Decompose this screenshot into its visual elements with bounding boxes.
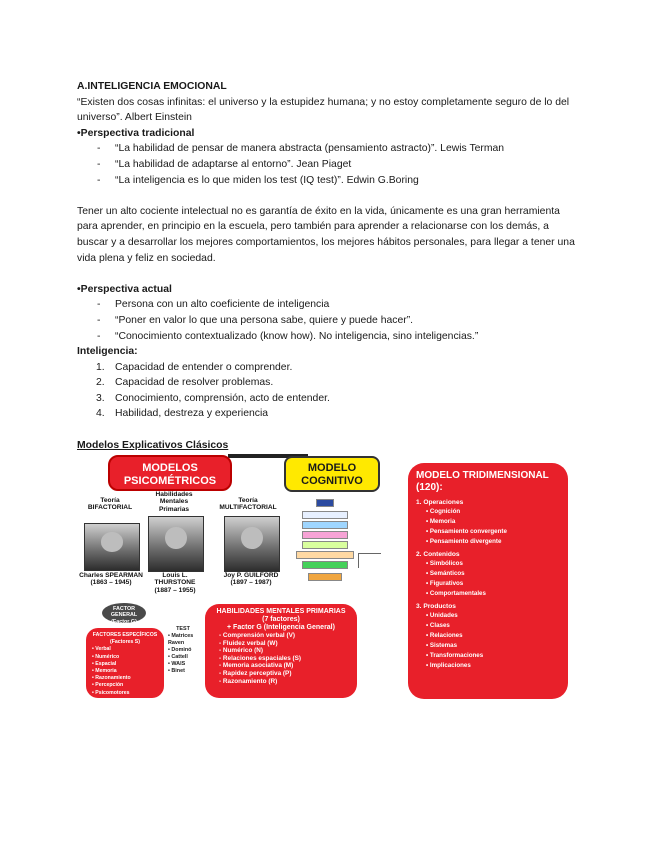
theory-person: Joy P. GUILFORD (1897 – 1987)	[223, 572, 279, 587]
flow-bracket	[358, 553, 381, 568]
einstein-quote: “Existen dos cosas infinitas: el universo y la estupidez humana; y no estoy completamente seguro de lo del universo”. Albert Einstein	[77, 96, 570, 124]
habilidad-item: - Comprensión verbal (V)	[219, 632, 295, 639]
habilidad-item: - Rapidez perceptiva (P)	[219, 669, 292, 677]
traditional-heading: •Perspectiva tradicional	[77, 127, 195, 139]
tri-item: • Pensamiento convergente	[426, 528, 507, 535]
tri-item: • Semánticos	[426, 570, 465, 577]
habilidad-item: - Memoria asociativa (M)	[219, 662, 294, 670]
current-list	[77, 297, 582, 344]
spearman-photo	[84, 523, 140, 571]
document-body	[77, 79, 582, 453]
traditional-list	[77, 141, 582, 188]
test-list: TEST • Matrices Raven • Dominó • Cattell • WAIS • Binet	[168, 626, 198, 675]
list-item: - “La habilidad de pensar de manera abstracta (pensamiento astracto)”. Lewis Terman	[77, 141, 582, 157]
tri-item: • Pensamiento divergente	[426, 538, 502, 545]
tri-item: • Unidades	[426, 612, 458, 619]
guilford-photo	[224, 516, 280, 572]
tri-item: • Cognición	[426, 508, 461, 515]
theory-label: Teoría MULTIFACTORIAL	[219, 497, 277, 512]
test-item: • Binet	[168, 668, 185, 674]
section-title: A.INTELIGENCIA EMOCIONAL	[77, 81, 227, 92]
factor-item: • Memoria	[92, 668, 117, 675]
theory-person: Charles SPEARMAN (1863 – 1945)	[79, 572, 143, 587]
list-item: 4. Habilidad, destreza y experiencia	[96, 408, 269, 420]
factor-item: • Espacial	[92, 660, 117, 667]
iq-paragraph: Tener un alto cociente intelectual no es garantía de éxito en la vida, únicamente es una gran herramienta para aprender, en principio en la escuela, pero también para aprender a relacionarse con los demás, a buscar y a desarrollar los mejores comportamientos, los mejores hábitos personales, para llegar a tener una vida plena y feliz en sociedad.	[77, 205, 575, 264]
list-item: 2. Capacidad de resolver problemas.	[96, 377, 274, 389]
list-item: 3. Conocimiento, comprensión, acto de entender.	[96, 392, 330, 404]
list-item: - “La habilidad de adaptarse al entorno”. Jean Piaget	[77, 157, 582, 173]
tri-item: • Sistemas	[426, 642, 458, 649]
current-heading: •Perspectiva actual	[77, 283, 172, 295]
habilidad-item: - Numérico (N)	[219, 647, 264, 655]
tri-item: • Simbólicos	[426, 560, 463, 567]
habilidad-item: - Razonamiento (R)	[219, 677, 278, 685]
theory-label: Teoría BIFACTORIAL	[87, 497, 133, 512]
test-item: • Matrices Raven	[168, 633, 194, 646]
tridimensional-box: MODELO TRIDIMENSIONAL (120): 1. Operaciones • Cognición • Memoria • Pensamiento convergente • Pensamiento divergente 2. Contenidos • Simbólicos • Semánticos • Figurativos • Comportamentales 3. Productos • Unidades • Clases • Relaciones • Sistemas • Transformaciones • Implicaciones	[408, 463, 568, 699]
factor-item: • Numérico	[92, 653, 120, 660]
factor-item: • Razonamiento	[92, 675, 131, 682]
models-infographic	[78, 451, 578, 701]
test-item: • Cattell	[168, 654, 188, 660]
list-item: - “Conocimiento contextualizado (know how). No inteligencia, sino inteligencias.”	[77, 329, 582, 345]
list-item: - “Poner en valor lo que una persona sabe, quiere y puede hacer”.	[77, 313, 582, 329]
tri-item: • Relaciones	[426, 632, 463, 639]
tri-item: • Transformaciones	[426, 652, 484, 659]
tri-item: • Figurativos	[426, 580, 464, 587]
test-item: • Dominó	[168, 647, 192, 653]
tri-item: • Comportamentales	[426, 590, 486, 597]
models-heading: Modelos Explicativos Clásicos	[77, 439, 229, 451]
theory-person: Louis L. THURSTONE (1887 – 1955)	[154, 572, 196, 594]
factor-general: FACTOR GENERAL (Factor G)	[102, 603, 146, 623]
tri-item: • Memoria	[426, 518, 456, 525]
factor-item: • Verbal	[92, 646, 111, 653]
habilidad-item: - Relaciones espaciales (S)	[219, 654, 302, 662]
intelligence-list	[77, 360, 582, 422]
tri-section-head: 3. Productos	[416, 603, 456, 610]
habilidad-item: - Fluidez verbal (W)	[219, 639, 278, 647]
cognitivo-title: MODELO COGNITIVO	[284, 456, 380, 492]
tri-item: • Implicaciones	[426, 662, 471, 669]
list-item: - Persona con un alto coeficiente de inteligencia	[77, 297, 582, 313]
factor-item: • Psicomotores	[92, 689, 130, 696]
tri-section-head: 1. Operaciones	[416, 499, 464, 506]
factores-especificos-box: FACTORES ESPECÍFICOS (Factores S) • Verbal • Numérico • Espacial • Memoria • Razonamiento • Percepción • Psicomotores	[86, 628, 164, 698]
list-item: 1. Capacidad de entender o comprender.	[96, 361, 293, 373]
test-item: • WAIS	[168, 661, 186, 667]
factor-item: • Percepción	[92, 682, 124, 689]
theory-label: Habilidades Mentales Primarias	[155, 491, 193, 513]
thurstone-photo	[148, 516, 204, 572]
intelligence-heading: Inteligencia:	[77, 346, 138, 358]
tri-item: • Clases	[426, 622, 450, 629]
cognitive-flow-diagram	[294, 499, 354, 585]
psicometricos-title: MODELOS PSICOMÉTRICOS	[108, 455, 232, 491]
habilidades-box: HABILIDADES MENTALES PRIMARIAS (7 factores) + Factor G (Inteligencia General) - Comprensión verbal (V) - Fluidez verbal (W) - Numérico (N) - Relaciones espaciales (S) - Memoria asociativa (M) - Rapidez perceptiva (P) - Razonamiento (R)	[205, 604, 357, 698]
tri-section-head: 2. Contenidos	[416, 551, 460, 558]
list-item: - “La inteligencia es lo que miden los test (IQ test)”. Edwin G.Boring	[77, 173, 582, 189]
